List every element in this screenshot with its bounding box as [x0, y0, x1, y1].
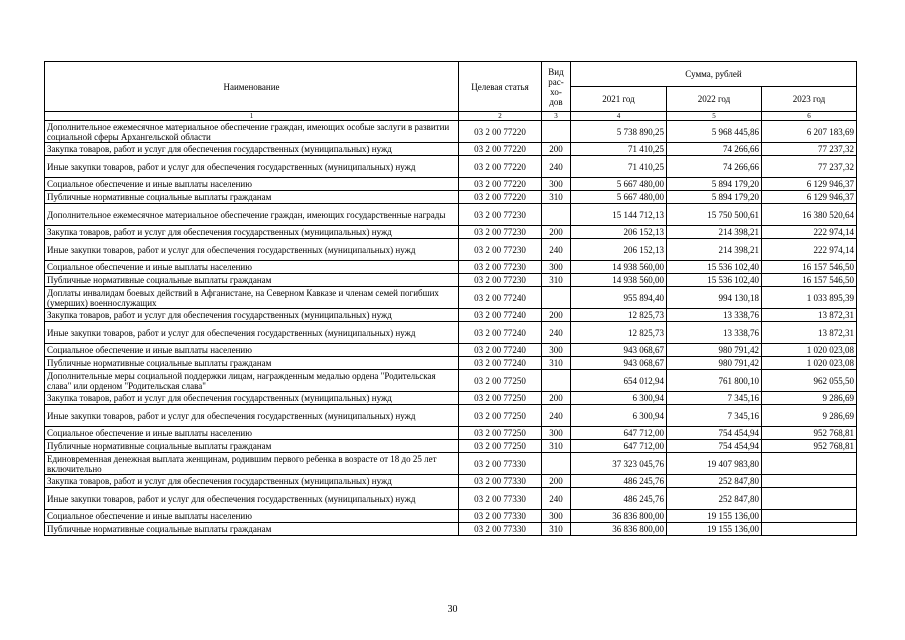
amount-2022-cell: 214 398,21	[667, 226, 762, 239]
amount-2022-cell: 5 894 179,20	[667, 178, 762, 191]
target-article-cell: 03 2 00 77220	[459, 121, 542, 143]
target-article-cell: 03 2 00 77230	[459, 204, 542, 226]
amount-2021-cell: 486 245,76	[571, 488, 667, 510]
expense-kind-cell	[542, 287, 571, 309]
expense-kind-cell: 300	[542, 510, 571, 523]
row-name-cell: Публичные нормативные социальные выплаты гражданам	[45, 357, 459, 370]
table-row	[45, 357, 857, 370]
table-row	[45, 475, 857, 488]
amount-2021-cell: 5 667 480,00	[571, 191, 667, 204]
table-row	[45, 344, 857, 357]
amount-2022-cell: 13 338,76	[667, 309, 762, 322]
amount-2023-cell: 6 129 946,37	[762, 178, 857, 191]
expense-kind-cell	[542, 453, 571, 475]
row-name-cell: Социальное обеспечение и иные выплаты населению	[45, 510, 459, 523]
amount-2022-cell: 5 894 179,20	[667, 191, 762, 204]
amount-2021-cell: 955 894,40	[571, 287, 667, 309]
amount-2021-cell: 943 068,67	[571, 357, 667, 370]
amount-2021-cell: 647 712,00	[571, 440, 667, 453]
amount-2023-cell: 13 872,31	[762, 309, 857, 322]
row-name-cell: Социальное обеспечение и иные выплаты населению	[45, 178, 459, 191]
amount-2021-cell: 14 938 560,00	[571, 261, 667, 274]
expense-kind-cell: 300	[542, 261, 571, 274]
expense-kind-cell: 300	[542, 427, 571, 440]
amount-2023-cell: 16 380 520,64	[762, 204, 857, 226]
target-article-cell: 03 2 00 77330	[459, 488, 542, 510]
amount-2021-cell: 36 836 800,00	[571, 523, 667, 536]
target-article-cell: 03 2 00 77250	[459, 405, 542, 427]
target-article-cell: 03 2 00 77250	[459, 392, 542, 405]
column-index: 1	[45, 112, 459, 121]
table-row	[45, 392, 857, 405]
amount-2021-cell: 206 152,13	[571, 226, 667, 239]
amount-2023-cell: 6 207 183,69	[762, 121, 857, 143]
amount-2022-cell: 252 847,80	[667, 475, 762, 488]
target-article-cell: 03 2 00 77240	[459, 344, 542, 357]
expense-kind-cell: 300	[542, 344, 571, 357]
table-row	[45, 261, 857, 274]
amount-2023-cell: 77 237,32	[762, 143, 857, 156]
amount-2023-cell: 952 768,81	[762, 427, 857, 440]
table-row	[45, 427, 857, 440]
amount-2022-cell: 74 266,66	[667, 156, 762, 178]
target-article-cell: 03 2 00 77230	[459, 274, 542, 287]
amount-2023-cell: 222 974,14	[762, 239, 857, 261]
expense-kind-cell	[542, 370, 571, 392]
target-article-cell: 03 2 00 77250	[459, 370, 542, 392]
amount-2022-cell: 5 968 445,86	[667, 121, 762, 143]
table-row	[45, 226, 857, 239]
target-article-cell: 03 2 00 77220	[459, 178, 542, 191]
amount-2022-cell: 19 407 983,80	[667, 453, 762, 475]
amount-2023-cell	[762, 488, 857, 510]
table-row	[45, 523, 857, 536]
table-row	[45, 143, 857, 156]
row-name-cell: Иные закупки товаров, работ и услуг для обеспечения государственных (муниципальных) нужд	[45, 488, 459, 510]
amount-2023-cell: 9 286,69	[762, 405, 857, 427]
amount-2023-cell	[762, 475, 857, 488]
amount-2023-cell	[762, 510, 857, 523]
amount-2022-cell: 7 345,16	[667, 405, 762, 427]
amount-2023-cell: 1 020 023,08	[762, 357, 857, 370]
row-name-cell: Публичные нормативные социальные выплаты гражданам	[45, 274, 459, 287]
amount-2022-cell: 214 398,21	[667, 239, 762, 261]
amount-2022-cell: 754 454,94	[667, 427, 762, 440]
table-row	[45, 322, 857, 344]
target-article-cell: 03 2 00 77250	[459, 427, 542, 440]
table-row	[45, 178, 857, 191]
table-row	[45, 309, 857, 322]
expense-kind-cell: 240	[542, 322, 571, 344]
expense-kind-cell: 310	[542, 523, 571, 536]
expense-kind-cell	[542, 204, 571, 226]
amount-2023-cell: 1 020 023,08	[762, 344, 857, 357]
amount-2022-cell: 74 266,66	[667, 143, 762, 156]
amount-2021-cell: 5 738 890,25	[571, 121, 667, 143]
table-row	[45, 156, 857, 178]
expense-kind-cell: 310	[542, 440, 571, 453]
amount-2023-cell: 952 768,81	[762, 440, 857, 453]
amount-2022-cell: 15 750 500,61	[667, 204, 762, 226]
amount-2023-cell: 1 033 895,39	[762, 287, 857, 309]
amount-2023-cell: 13 872,31	[762, 322, 857, 344]
expense-kind-cell: 300	[542, 178, 571, 191]
row-name-cell: Закупка товаров, работ и услуг для обеспечения государственных (муниципальных) нужд	[45, 309, 459, 322]
amount-2021-cell: 647 712,00	[571, 427, 667, 440]
amount-2021-cell: 5 667 480,00	[571, 178, 667, 191]
amount-2023-cell: 6 129 946,37	[762, 191, 857, 204]
column-index: 4	[571, 112, 667, 121]
target-article-cell: 03 2 00 77240	[459, 287, 542, 309]
expense-kind-cell: 200	[542, 475, 571, 488]
expense-kind-cell: 200	[542, 143, 571, 156]
target-article-cell: 03 2 00 77230	[459, 226, 542, 239]
amount-2022-cell: 754 454,94	[667, 440, 762, 453]
row-name-cell: Закупка товаров, работ и услуг для обеспечения государственных (муниципальных) нужд	[45, 392, 459, 405]
amount-2021-cell: 6 300,94	[571, 405, 667, 427]
expense-kind-cell: 200	[542, 226, 571, 239]
amount-2021-cell: 71 410,25	[571, 156, 667, 178]
header-target-article: Целевая статья	[459, 62, 542, 112]
row-name-cell: Единовременная денежная выплата женщинам, родившим первого ребенка в возрасте от 18 до 25 лет включительно	[45, 453, 459, 475]
amount-2023-cell: 962 055,50	[762, 370, 857, 392]
row-name-cell: Социальное обеспечение и иные выплаты населению	[45, 261, 459, 274]
amount-2021-cell: 206 152,13	[571, 239, 667, 261]
row-name-cell: Закупка товаров, работ и услуг для обеспечения государственных (муниципальных) нужд	[45, 143, 459, 156]
header-name: Наименование	[45, 62, 459, 112]
table-row	[45, 274, 857, 287]
target-article-cell: 03 2 00 77240	[459, 357, 542, 370]
amount-2022-cell: 15 536 102,40	[667, 274, 762, 287]
expense-kind-cell: 240	[542, 405, 571, 427]
row-name-cell: Закупка товаров, работ и услуг для обеспечения государственных (муниципальных) нужд	[45, 226, 459, 239]
row-name-cell: Иные закупки товаров, работ и услуг для обеспечения государственных (муниципальных) нужд	[45, 239, 459, 261]
amount-2022-cell: 980 791,42	[667, 344, 762, 357]
row-name-cell: Социальное обеспечение и иные выплаты населению	[45, 344, 459, 357]
amount-2021-cell: 654 012,94	[571, 370, 667, 392]
amount-2021-cell: 12 825,73	[571, 309, 667, 322]
target-article-cell: 03 2 00 77220	[459, 191, 542, 204]
amount-2021-cell: 71 410,25	[571, 143, 667, 156]
row-name-cell: Публичные нормативные социальные выплаты гражданам	[45, 191, 459, 204]
expense-kind-cell	[542, 121, 571, 143]
target-article-cell: 03 2 00 77240	[459, 322, 542, 344]
header-expense-kind: Вид рас- хо- дов	[542, 62, 571, 112]
table-row	[45, 488, 857, 510]
row-name-cell: Иные закупки товаров, работ и услуг для обеспечения государственных (муниципальных) нужд	[45, 405, 459, 427]
amount-2023-cell: 222 974,14	[762, 226, 857, 239]
expense-kind-cell: 310	[542, 191, 571, 204]
table-row	[45, 191, 857, 204]
row-name-cell: Дополнительные меры социальной поддержки лицам, награжденным медалью ордена "Родительская слава" или орденом "Родительская слава"	[45, 370, 459, 392]
target-article-cell: 03 2 00 77230	[459, 239, 542, 261]
amount-2023-cell	[762, 523, 857, 536]
target-article-cell: 03 2 00 77330	[459, 523, 542, 536]
amount-2021-cell: 14 938 560,00	[571, 274, 667, 287]
target-article-cell: 03 2 00 77230	[459, 261, 542, 274]
amount-2023-cell: 16 157 546,50	[762, 274, 857, 287]
amount-2022-cell: 980 791,42	[667, 357, 762, 370]
amount-2023-cell: 16 157 546,50	[762, 261, 857, 274]
expense-kind-cell: 310	[542, 357, 571, 370]
amount-2021-cell: 15 144 712,13	[571, 204, 667, 226]
header-year-2022: 2022 год	[667, 87, 762, 112]
row-name-cell: Доплаты инвалидам боевых действий в Афганистане, на Северном Кавказе и членам семей погибших (умерших) военнослужащих	[45, 287, 459, 309]
amount-2021-cell: 37 323 045,76	[571, 453, 667, 475]
table-row	[45, 453, 857, 475]
table-row	[45, 510, 857, 523]
amount-2022-cell: 19 155 136,00	[667, 510, 762, 523]
column-index: 5	[667, 112, 762, 121]
header-sum: Сумма, рублей	[571, 62, 857, 87]
amount-2021-cell: 36 836 800,00	[571, 510, 667, 523]
amount-2022-cell: 252 847,80	[667, 488, 762, 510]
expense-kind-cell: 200	[542, 392, 571, 405]
target-article-cell: 03 2 00 77250	[459, 440, 542, 453]
amount-2023-cell: 9 286,69	[762, 392, 857, 405]
table-row	[45, 239, 857, 261]
row-name-cell: Публичные нормативные социальные выплаты гражданам	[45, 523, 459, 536]
expense-kind-cell: 240	[542, 239, 571, 261]
expense-kind-cell: 200	[542, 309, 571, 322]
target-article-cell: 03 2 00 77220	[459, 156, 542, 178]
amount-2021-cell: 6 300,94	[571, 392, 667, 405]
row-name-cell: Дополнительное ежемесячное материальное обеспечение граждан, имеющих государственные награды	[45, 204, 459, 226]
row-name-cell: Публичные нормативные социальные выплаты гражданам	[45, 440, 459, 453]
amount-2021-cell: 12 825,73	[571, 322, 667, 344]
header-year-2023: 2023 год	[762, 87, 857, 112]
row-name-cell: Иные закупки товаров, работ и услуг для обеспечения государственных (муниципальных) нужд	[45, 156, 459, 178]
table-row	[45, 204, 857, 226]
amount-2022-cell: 19 155 136,00	[667, 523, 762, 536]
header-year-2021: 2021 год	[571, 87, 667, 112]
expense-kind-cell: 310	[542, 274, 571, 287]
row-name-cell: Социальное обеспечение и иные выплаты населению	[45, 427, 459, 440]
table-row	[45, 287, 857, 309]
table-row	[45, 121, 857, 143]
column-index: 6	[762, 112, 857, 121]
column-index: 3	[542, 112, 571, 121]
amount-2023-cell	[762, 453, 857, 475]
amount-2022-cell: 7 345,16	[667, 392, 762, 405]
amount-2022-cell: 15 536 102,40	[667, 261, 762, 274]
target-article-cell: 03 2 00 77240	[459, 309, 542, 322]
column-index: 2	[459, 112, 542, 121]
table-body	[45, 121, 857, 536]
target-article-cell: 03 2 00 77330	[459, 475, 542, 488]
budget-table	[44, 61, 857, 536]
page-number: 30	[447, 604, 458, 615]
table-row	[45, 405, 857, 427]
amount-2022-cell: 994 130,18	[667, 287, 762, 309]
target-article-cell: 03 2 00 77330	[459, 453, 542, 475]
table-row	[45, 370, 857, 392]
expense-kind-cell: 240	[542, 156, 571, 178]
table-row	[45, 440, 857, 453]
row-name-cell: Дополнительное ежемесячное материальное обеспечение граждан, имеющих особые заслуги в развитии социальной сферы Архангельской области	[45, 121, 459, 143]
row-name-cell: Закупка товаров, работ и услуг для обеспечения государственных (муниципальных) нужд	[45, 475, 459, 488]
amount-2021-cell: 486 245,76	[571, 475, 667, 488]
target-article-cell: 03 2 00 77330	[459, 510, 542, 523]
amount-2022-cell: 13 338,76	[667, 322, 762, 344]
target-article-cell: 03 2 00 77220	[459, 143, 542, 156]
row-name-cell: Иные закупки товаров, работ и услуг для обеспечения государственных (муниципальных) нужд	[45, 322, 459, 344]
amount-2023-cell: 77 237,32	[762, 156, 857, 178]
expense-kind-cell: 240	[542, 488, 571, 510]
amount-2021-cell: 943 068,67	[571, 344, 667, 357]
amount-2022-cell: 761 800,10	[667, 370, 762, 392]
